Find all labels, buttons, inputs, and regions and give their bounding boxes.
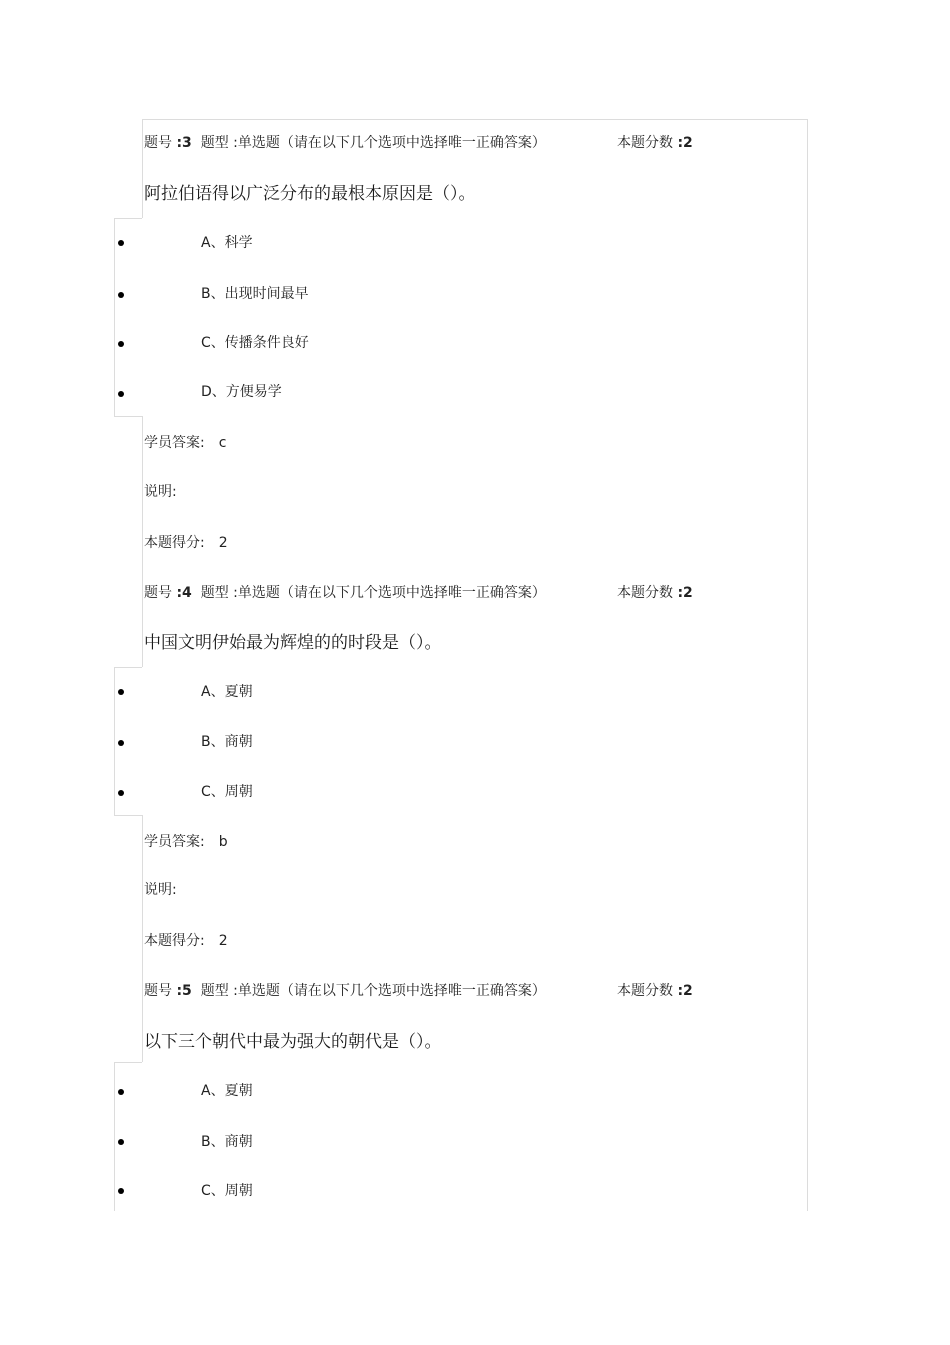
explanation (144, 483, 177, 501)
got-score-value: 2 (218, 933, 228, 949)
student-answer-label: 学员答案: (144, 834, 205, 850)
question-header (144, 134, 546, 152)
score-label: 本题分数 (617, 135, 673, 151)
type-label: 题型 (200, 983, 229, 999)
frame-step (114, 1062, 142, 1063)
question-number: :3 (176, 135, 192, 151)
question-score (617, 134, 693, 152)
explanation-label: 说明: (144, 882, 177, 898)
number-label: 题号 (144, 135, 172, 151)
frame-left-border (142, 815, 143, 1062)
option-bullet (118, 790, 124, 796)
frame-step (114, 667, 142, 668)
student-answer-value: b (218, 834, 228, 850)
option-bullet (118, 292, 124, 298)
score-label: 本题分数 (617, 983, 673, 999)
got-score-value: 2 (218, 535, 228, 551)
frame-top-border (142, 119, 808, 120)
frame-step (114, 416, 142, 417)
frame-right-border (807, 119, 808, 1211)
frame-step (114, 218, 142, 219)
option-b[interactable]: B、商朝 (201, 734, 253, 750)
option-a[interactable]: A、科学 (201, 235, 253, 251)
option-bullet (118, 740, 124, 746)
question-got-score (144, 932, 228, 950)
student-answer-label: 学员答案: (144, 435, 205, 451)
question-number: :5 (176, 983, 192, 999)
question-score (617, 584, 693, 602)
frame-left-border (114, 218, 115, 416)
frame-left-border (142, 416, 143, 667)
type-label: 题型 (200, 135, 229, 151)
option-bullet (118, 341, 124, 347)
got-score-label: 本题得分: (144, 535, 205, 551)
question-type: :单选题（请在以下几个选项中选择唯一正确答案） (233, 983, 546, 999)
explanation-label: 说明: (144, 484, 177, 500)
type-label: 题型 (200, 585, 229, 601)
question-header (144, 982, 546, 1000)
option-bullet (118, 1188, 124, 1194)
question-got-score (144, 534, 228, 552)
option-c[interactable]: C、周朝 (201, 1183, 253, 1199)
option-a[interactable]: A、夏朝 (201, 1083, 253, 1099)
question-stem: 阿拉伯语得以广泛分布的最根本原因是（）。 (144, 184, 476, 204)
student-answer-value: c (218, 435, 227, 451)
student-answer (144, 434, 226, 452)
option-bullet (118, 1089, 124, 1095)
score-value: :2 (677, 983, 693, 999)
question-number: :4 (176, 585, 192, 601)
frame-left-border (114, 1062, 115, 1211)
frame-step (114, 815, 142, 816)
frame-left-border (142, 119, 143, 218)
option-c[interactable]: C、周朝 (201, 784, 253, 800)
question-stem: 以下三个朝代中最为强大的朝代是（）。 (144, 1032, 442, 1052)
got-score-label: 本题得分: (144, 933, 205, 949)
option-bullet (118, 240, 124, 246)
option-b[interactable]: B、出现时间最早 (201, 286, 309, 302)
question-header (144, 584, 546, 602)
option-b[interactable]: B、商朝 (201, 1134, 253, 1150)
option-bullet (118, 1139, 124, 1145)
score-value: :2 (677, 585, 693, 601)
question-score (617, 982, 693, 1000)
number-label: 题号 (144, 585, 172, 601)
frame-left-border (114, 667, 115, 815)
number-label: 题号 (144, 983, 172, 999)
question-stem: 中国文明伊始最为辉煌的的时段是（）。 (144, 633, 442, 653)
score-label: 本题分数 (617, 585, 673, 601)
question-type: :单选题（请在以下几个选项中选择唯一正确答案） (233, 135, 546, 151)
option-d[interactable]: D、方便易学 (201, 384, 282, 400)
explanation (144, 881, 177, 899)
option-c[interactable]: C、传播条件良好 (201, 335, 309, 351)
option-bullet (118, 689, 124, 695)
score-value: :2 (677, 135, 693, 151)
student-answer (144, 833, 228, 851)
option-bullet (118, 391, 124, 397)
option-a[interactable]: A、夏朝 (201, 684, 253, 700)
question-type: :单选题（请在以下几个选项中选择唯一正确答案） (233, 585, 546, 601)
